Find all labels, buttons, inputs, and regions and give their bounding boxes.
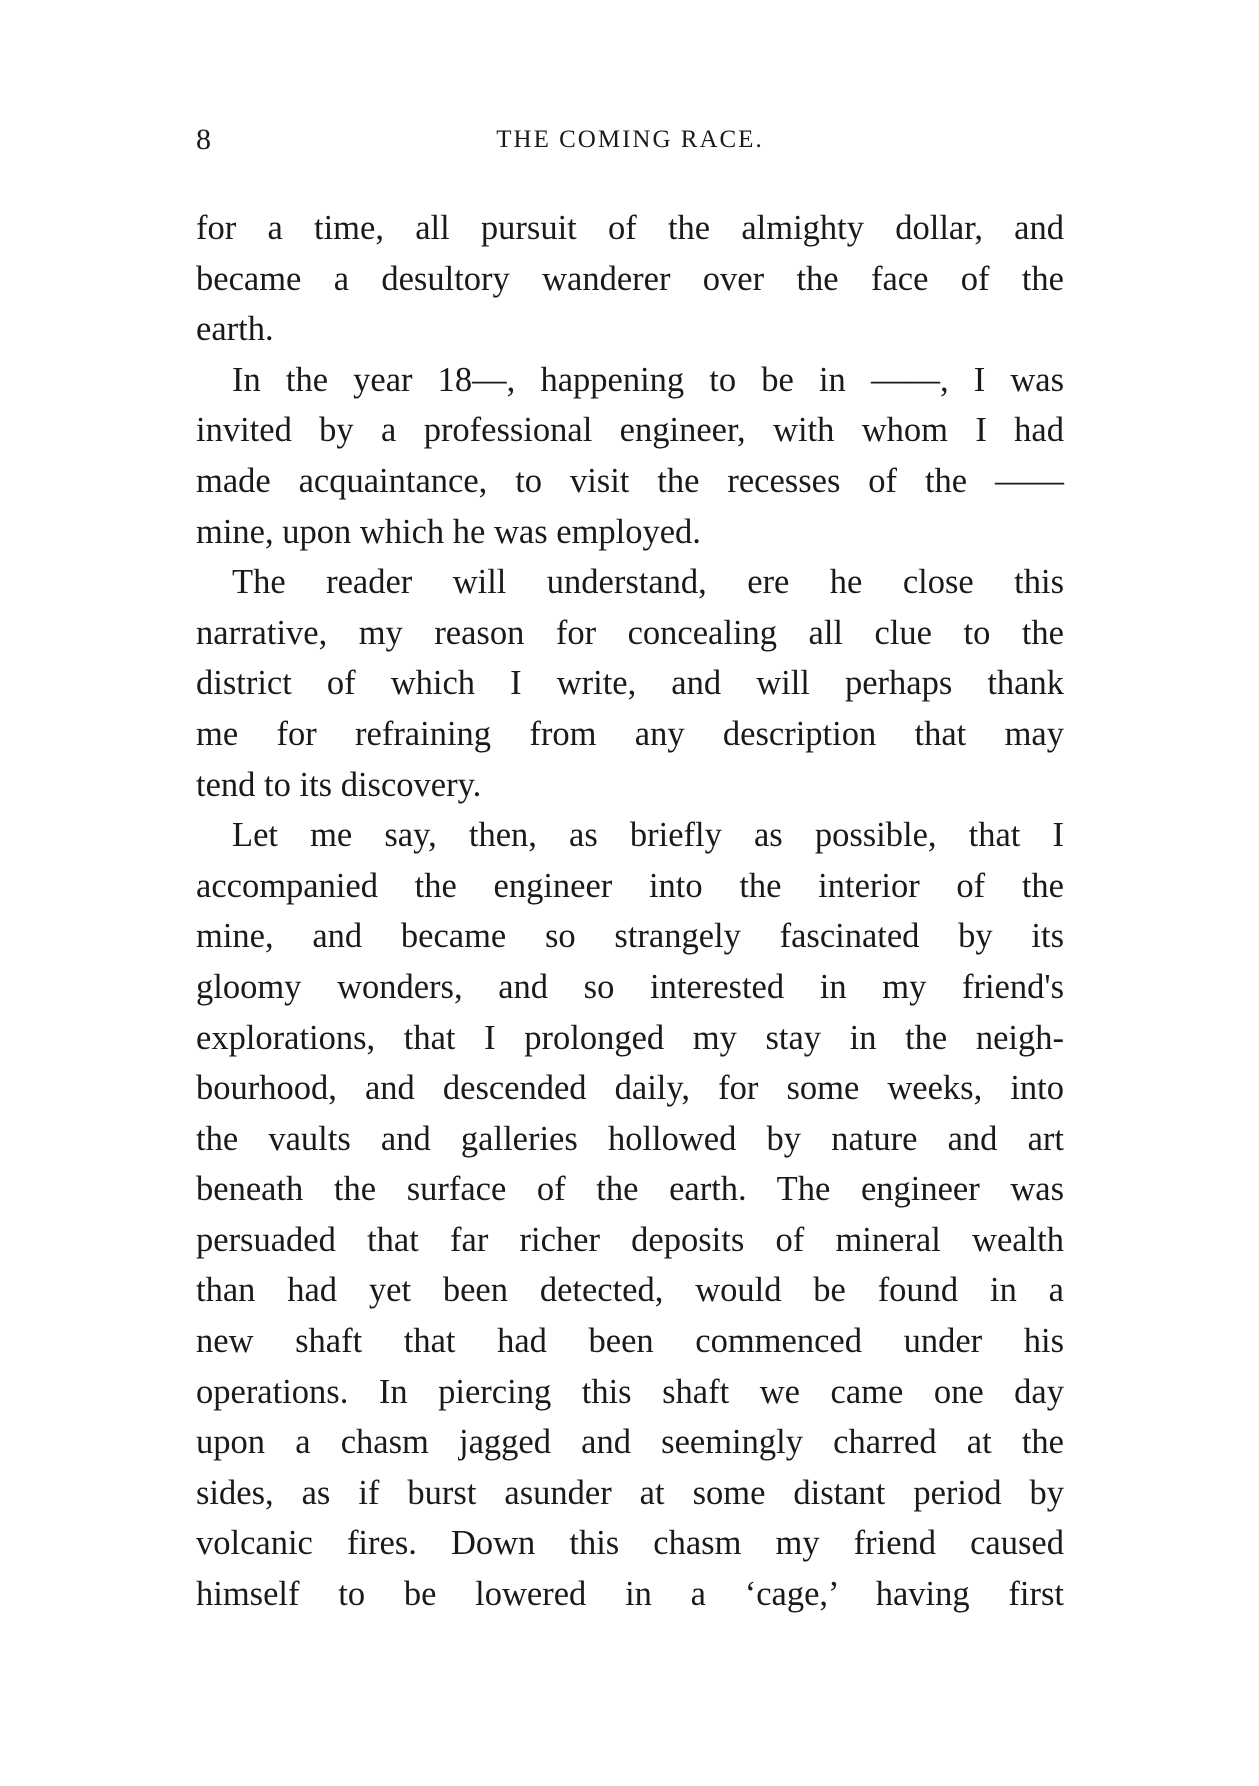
- text-line: district of which I write, and will perhaps thank: [196, 664, 1064, 703]
- text-line: bourhood, and descended daily, for some weeks, into: [196, 1069, 1064, 1108]
- running-head: [196, 120, 1064, 160]
- text-line: invited by a professional engineer, with whom I had: [196, 411, 1064, 450]
- paragraph: [196, 355, 1064, 557]
- text-line: me for refraining from any description that may: [196, 714, 1064, 753]
- running-title: THE COMING RACE.: [496, 126, 764, 153]
- text-line: mine, upon which he was employed.: [196, 512, 701, 551]
- text-line: Let me say, then, as briefly as possible, that I: [232, 816, 1064, 855]
- text-line: gloomy wonders, and so interested in my friend's: [196, 967, 1064, 1006]
- text-line: himself to be lowered in a ‘cage,’ having first: [196, 1575, 1064, 1614]
- text-line: tend to its discovery.: [196, 765, 482, 804]
- text-line: The reader will understand, ere he close this: [232, 563, 1064, 602]
- body-text: [196, 203, 1064, 1620]
- paragraph: [196, 557, 1064, 810]
- page-number: 8: [196, 123, 211, 156]
- text-line: for a time, all pursuit of the almighty dollar, and: [196, 209, 1064, 247]
- text-line: earth.: [196, 310, 274, 349]
- text-line: mine, and became so strangely fascinated by its: [196, 917, 1064, 956]
- text-line: than had yet been detected, would be found in a: [196, 1271, 1064, 1310]
- text-line: narrative, my reason for concealing all clue to the: [196, 613, 1064, 652]
- text-line: beneath the surface of the earth. The engineer was: [196, 1170, 1064, 1209]
- text-line: operations. In piercing this shaft we came one day: [196, 1372, 1064, 1411]
- text-line: became a desultory wanderer over the face of the: [196, 259, 1064, 298]
- text-line: volcanic fires. Down this chasm my friend caused: [196, 1524, 1064, 1563]
- text-line: new shaft that had been commenced under his: [196, 1322, 1064, 1361]
- text-line: sides, as if burst asunder at some distant period by: [196, 1473, 1064, 1512]
- text-line: persuaded that far richer deposits of mineral wealth: [196, 1220, 1064, 1259]
- text-line: accompanied the engineer into the interior of the: [196, 866, 1064, 905]
- paragraph: [196, 203, 1064, 355]
- text-line: explorations, that I prolonged my stay in the neigh-: [196, 1018, 1064, 1057]
- text-line: upon a chasm jagged and seemingly charred at the: [196, 1423, 1064, 1462]
- text-line: In the year 18—, happening to be in ——, I was: [232, 360, 1064, 399]
- paragraph: [196, 810, 1064, 1620]
- text-line: made acquaintance, to visit the recesses of the ——: [196, 461, 1064, 500]
- text-line: the vaults and galleries hollowed by nature and art: [196, 1119, 1064, 1158]
